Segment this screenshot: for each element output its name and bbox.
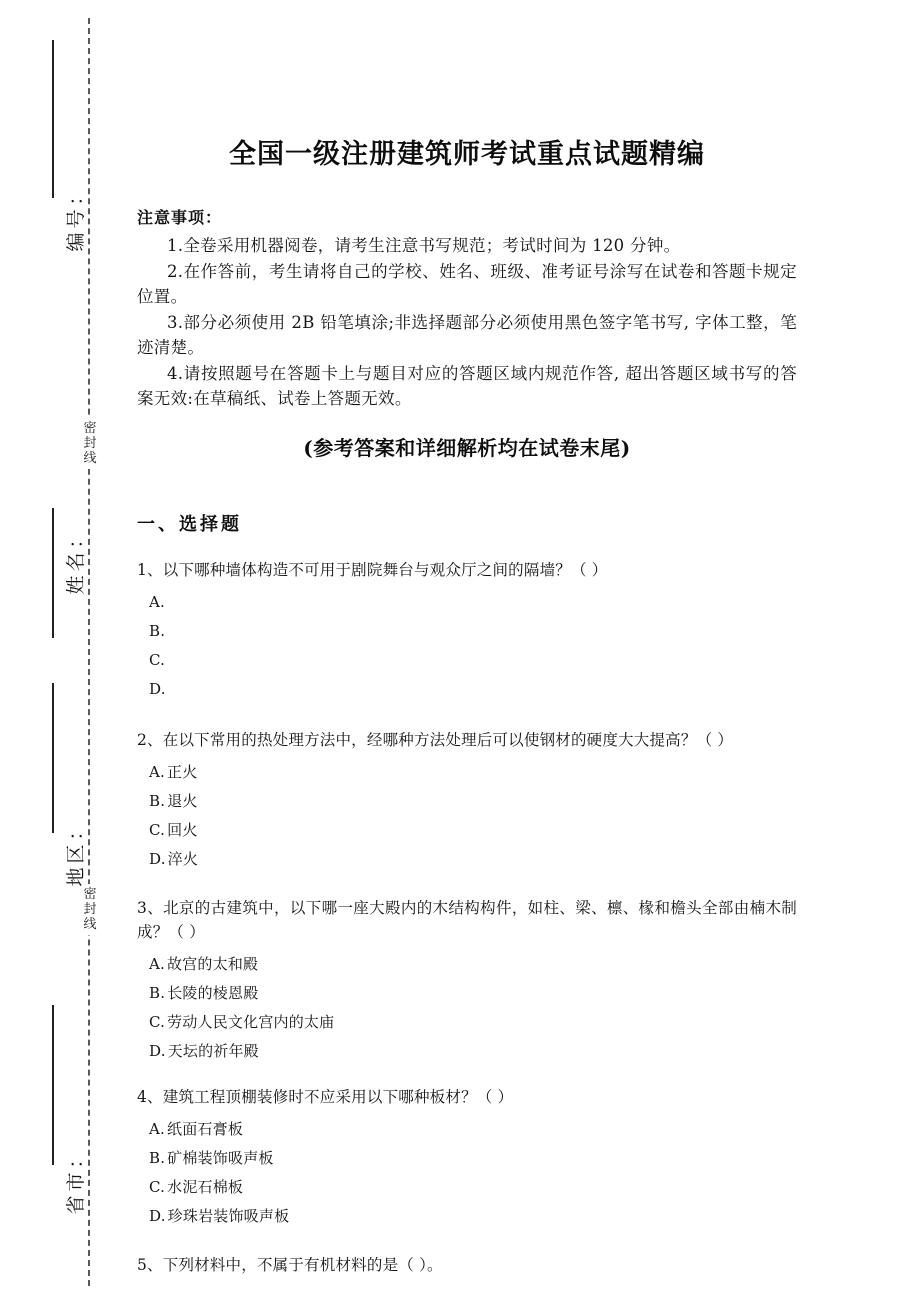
option-key: B. bbox=[149, 792, 166, 810]
option-key: A. bbox=[149, 955, 166, 973]
option-key: A. bbox=[149, 763, 166, 781]
option-text: 长陵的棱恩殿 bbox=[167, 984, 259, 1002]
option-row[interactable] bbox=[137, 1144, 797, 1173]
exam-sheet-body bbox=[137, 0, 797, 1302]
option-key: A. bbox=[149, 593, 166, 611]
option-text: 水泥石棉板 bbox=[167, 1178, 244, 1196]
option-row[interactable] bbox=[137, 979, 797, 1008]
question-item bbox=[137, 558, 797, 704]
option-row[interactable] bbox=[137, 588, 797, 617]
question-item bbox=[137, 1085, 797, 1231]
option-key: B. bbox=[149, 622, 166, 640]
question-stem: 2、在以下常用的热处理方法中，经哪种方法处理后可以使钢材的硬度大大提高？（ ） bbox=[137, 731, 734, 749]
option-row[interactable] bbox=[137, 816, 797, 845]
option-key: B. bbox=[149, 1149, 166, 1167]
option-row[interactable] bbox=[137, 845, 797, 874]
option-key: B. bbox=[149, 984, 166, 1002]
question-stem: 3、北京的古建筑中，以下哪一座大殿内的木结构构件，如柱、梁、檩、椽和檐头全部由楠木制成？（ ） bbox=[137, 899, 797, 941]
option-row[interactable] bbox=[137, 1115, 797, 1144]
page-title: 全国一级注册建筑师考试重点试题精编 bbox=[229, 139, 705, 170]
option-row[interactable] bbox=[137, 646, 797, 675]
notice-block bbox=[137, 205, 797, 412]
option-row[interactable] bbox=[137, 1173, 797, 1202]
option-row[interactable] bbox=[137, 617, 797, 646]
option-row[interactable] bbox=[137, 1037, 797, 1066]
question-item bbox=[137, 1253, 797, 1277]
notice-item: 1.全卷采用机器阅卷，请考生注意书写规范；考试时间为 120 分钟。 bbox=[167, 236, 681, 255]
option-row[interactable] bbox=[137, 1008, 797, 1037]
option-key: D. bbox=[149, 680, 166, 698]
option-text: 纸面石膏板 bbox=[167, 1120, 244, 1138]
margin-write-rule bbox=[52, 683, 54, 833]
option-row[interactable] bbox=[137, 675, 797, 704]
answer-location-note: (参考答案和详细解析均在试卷末尾) bbox=[303, 436, 631, 460]
option-row[interactable] bbox=[137, 758, 797, 787]
question-list bbox=[137, 558, 797, 1295]
option-text: 淬火 bbox=[167, 850, 199, 868]
margin-write-rule bbox=[52, 40, 54, 198]
option-key: C. bbox=[149, 651, 166, 669]
option-text: 退火 bbox=[167, 792, 198, 810]
sealing-margin bbox=[0, 0, 120, 1302]
sealing-line-label-bottom: 密封线 bbox=[78, 884, 102, 935]
margin-write-rule bbox=[52, 1005, 54, 1165]
question-item bbox=[137, 728, 797, 874]
option-text: 珍珠岩装饰吸声板 bbox=[167, 1207, 290, 1225]
notice-heading: 注意事项： bbox=[137, 208, 223, 227]
notice-item: 4.请按照题号在答题卡上与题目对应的答题区域内规范作答, 超出答题区域书写的答案无效:在草稿纸、试卷上答题无效。 bbox=[137, 363, 797, 408]
option-text: 劳动人民文化宫内的太庙 bbox=[167, 1013, 335, 1031]
sealing-dashed-line bbox=[88, 18, 90, 1286]
option-row[interactable] bbox=[137, 787, 797, 816]
margin-field-label-xingming: 姓名： bbox=[65, 525, 87, 595]
option-text: 天坛的祈年殿 bbox=[167, 1042, 259, 1060]
section-heading: 一、选择题 bbox=[137, 514, 242, 535]
margin-write-rule bbox=[52, 508, 54, 638]
sealing-line-label-top: 密封线 bbox=[78, 418, 102, 469]
option-text: 正火 bbox=[167, 763, 198, 781]
option-key: C. bbox=[149, 1013, 166, 1031]
option-text: 回火 bbox=[167, 821, 198, 839]
option-key: C. bbox=[149, 821, 166, 839]
option-row[interactable] bbox=[137, 950, 797, 979]
option-row[interactable] bbox=[137, 1202, 797, 1231]
question-stem: 1、以下哪种墙体构造不可用于剧院舞台与观众厅之间的隔墙？（ ） bbox=[137, 561, 608, 579]
option-key: A. bbox=[149, 1120, 166, 1138]
margin-field-label-bianhao: 编号： bbox=[65, 182, 87, 252]
margin-field-label-diqu: 地区： bbox=[65, 817, 87, 887]
option-text: 矿棉装饰吸声板 bbox=[167, 1149, 274, 1167]
option-key: D. bbox=[149, 1042, 166, 1060]
notice-item: 3.部分必须使用 2B 铅笔填涂;非选择题部分必须使用黑色签字笔书写, 字体工整，笔迹清楚。 bbox=[137, 312, 797, 357]
question-item bbox=[137, 896, 797, 1066]
option-text: 故宫的太和殿 bbox=[167, 955, 259, 973]
option-key: D. bbox=[149, 850, 166, 868]
margin-field-label-shengshi: 省市： bbox=[65, 1145, 87, 1215]
option-key: D. bbox=[149, 1207, 166, 1225]
option-key: C. bbox=[149, 1178, 166, 1196]
question-stem: 4、建筑工程顶棚装修时不应采用以下哪种板材？（ ） bbox=[137, 1088, 514, 1106]
notice-item: 2.在作答前，考生请将自己的学校、姓名、班级、准考证号涂写在试卷和答题卡规定位置。 bbox=[137, 261, 797, 306]
question-stem: 5、下列材料中，不属于有机材料的是（ ）。 bbox=[137, 1256, 443, 1274]
